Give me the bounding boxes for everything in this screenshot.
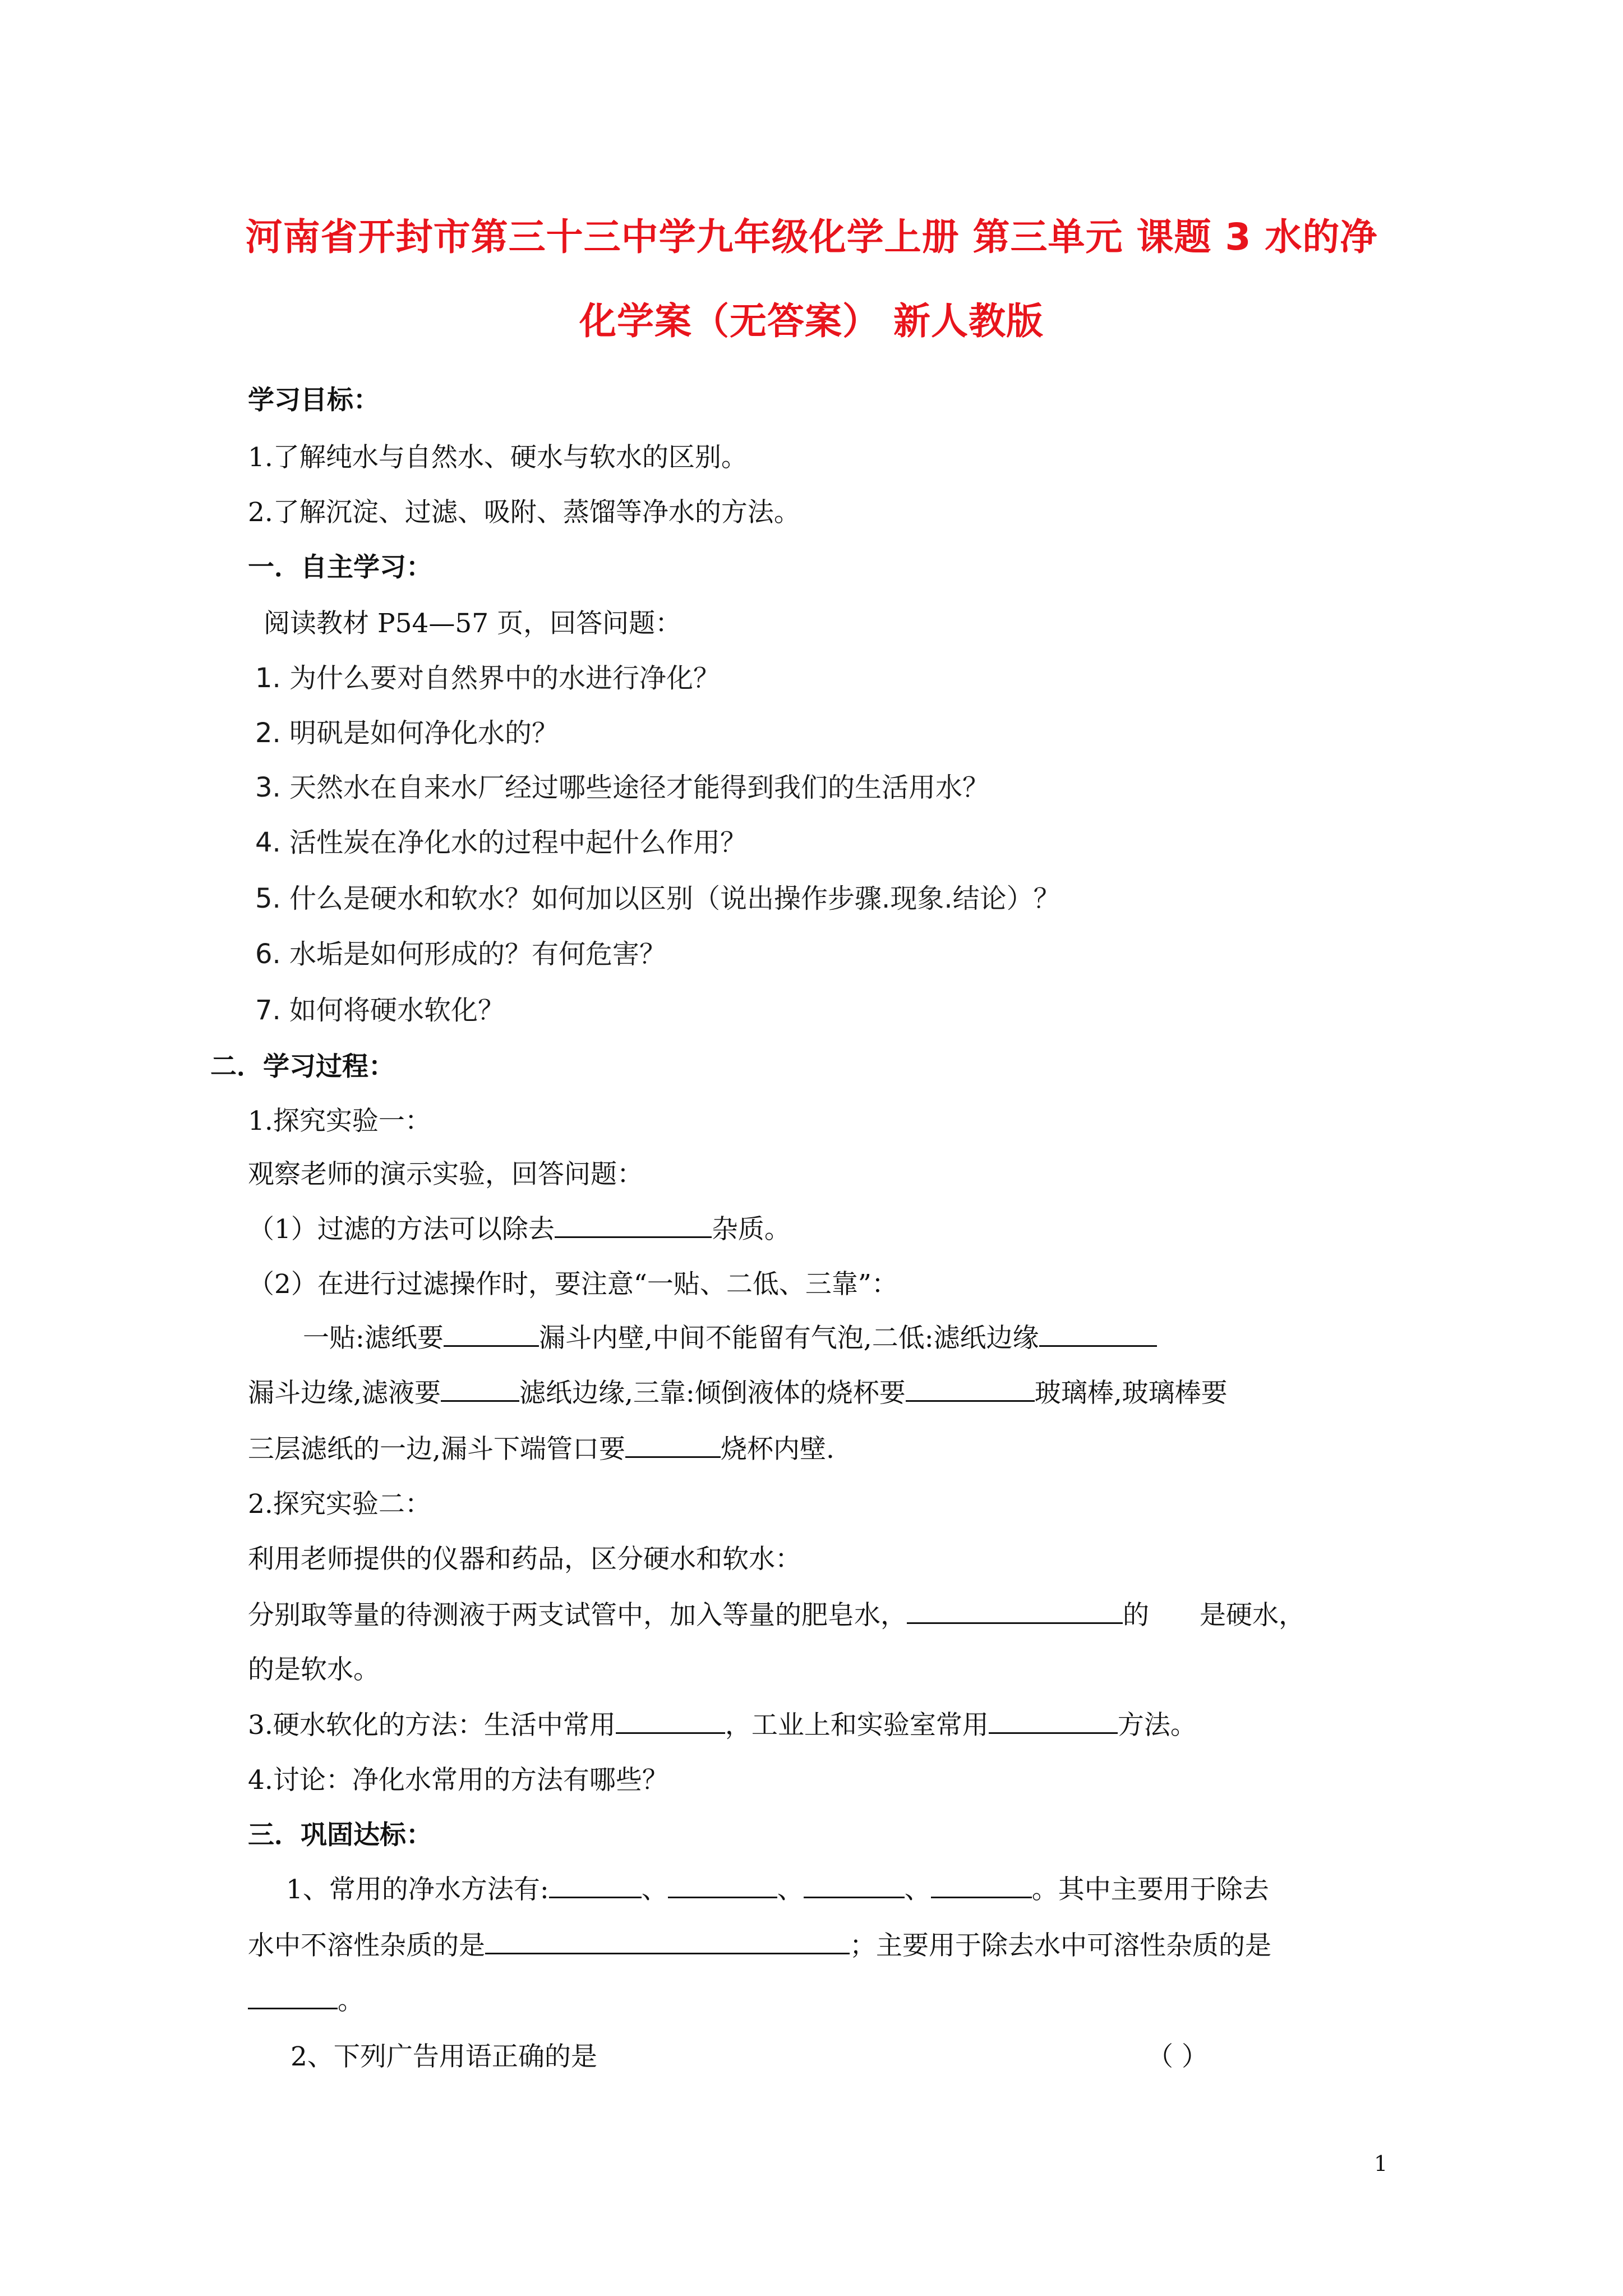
answer-blank[interactable] [248, 1987, 338, 2009]
filter-rule-line-3: 三层滤纸的一边,漏斗下端管口要 烧杯内壁. [248, 1434, 834, 1465]
self-study-intro: 阅读教材 P54—57 页，回答问题： [264, 608, 682, 639]
objectives-heading: 学习目标： [248, 385, 380, 416]
process-heading: 二．学习过程： [210, 1051, 395, 1082]
document-title-line1: 河南省开封市第三十三中学九年级化学上册 第三单元 课题 3 水的净 [245, 215, 1378, 259]
self-study-question-5: 5. 什么是硬水和软水？如何加以区别（说出操作步骤.现象.结论）？ [255, 883, 1061, 914]
self-study-question-4: 4. 活性炭在净化水的过程中起什么作用？ [255, 827, 748, 858]
experiment-2-procedure: 分别取等量的待测液于两支试管中，加入等量的肥皂水， 的 是硬水， [248, 1600, 1305, 1631]
answer-blank[interactable] [668, 1876, 777, 1898]
experiment-2-conclusion: 的是软水。 [248, 1654, 380, 1685]
experiment-1-title: 1.探究实验一： [248, 1106, 431, 1137]
answer-blank[interactable] [616, 1712, 725, 1734]
answer-blank[interactable] [625, 1436, 721, 1458]
answer-blank[interactable] [907, 1602, 1123, 1624]
filter-question-2: （2）在进行过滤操作时，要注意“一贴、二低、三靠”： [248, 1269, 898, 1300]
softening-method: 3.硬水软化的方法：生活中常用 ，工业上和实验室常用 方法。 [248, 1710, 1197, 1741]
objective-item-2: 2.了解沉淀、过滤、吸附、蒸馏等净水的方法。 [248, 497, 800, 528]
answer-blank[interactable] [804, 1876, 905, 1898]
answer-blank[interactable] [441, 1380, 519, 1402]
experiment-2-intro: 利用老师提供的仪器和药品，区分硬水和软水： [248, 1544, 801, 1575]
experiment-2-title: 2.探究实验二： [248, 1489, 431, 1520]
consolidate-question-1-line-3: 。 [248, 1987, 364, 2014]
self-study-question-2: 2. 明矾是如何净化水的？ [255, 717, 559, 749]
filter-rule-line-2: 漏斗边缘,滤液要 滤纸边缘,三靠:倾倒液体的烧杯要 玻璃棒,玻璃棒要 [248, 1378, 1228, 1409]
answer-blank[interactable] [989, 1712, 1118, 1734]
answer-blank[interactable] [931, 1876, 1032, 1898]
self-study-question-6: 6. 水垢是如何形成的？有何危害？ [255, 938, 667, 970]
answer-blank[interactable] [555, 1216, 712, 1238]
self-study-question-1: 1. 为什么要对自然界中的水进行净化？ [255, 662, 721, 694]
experiment-1-intro: 观察老师的演示实验，回答问题： [248, 1159, 643, 1190]
page-number: 1 [1374, 2151, 1388, 2176]
self-study-heading: 一．自主学习： [248, 552, 432, 583]
answer-blank[interactable] [906, 1380, 1035, 1402]
filter-rule-line-1: 一贴:滤纸要 漏斗内壁,中间不能留有气泡,二低:滤纸边缘 [303, 1325, 1157, 1351]
self-study-question-7: 7. 如何将硬水软化？ [255, 995, 505, 1026]
answer-blank[interactable] [485, 1932, 850, 1954]
consolidate-question-1-line-2: 水中不溶性杂质的是 ；主要用于除去水中可溶性杂质的是 [248, 1930, 1271, 1961]
consolidate-question-2: 2、下列广告用语正确的是 [291, 2041, 597, 2072]
answer-blank[interactable] [444, 1325, 539, 1347]
answer-blank[interactable] [1039, 1325, 1157, 1347]
answer-blank[interactable] [549, 1876, 642, 1898]
self-study-question-3: 3. 天然水在自来水厂经过哪些途径才能得到我们的生活用水？ [255, 772, 990, 803]
answer-parentheses[interactable]: （ ） [1147, 2041, 1208, 2072]
filter-question-1: （1）过滤的方法可以除去 杂质。 [248, 1214, 791, 1245]
discussion-question: 4.讨论：净化水常用的方法有哪些？ [248, 1765, 668, 1796]
consolidate-question-1-line-1: 1、常用的净水方法有: 、 、 、 。其中主要用于除去 [286, 1874, 1269, 1905]
consolidate-heading: 三．巩固达标： [248, 1820, 432, 1851]
document-title-line2: 化学案（无答案） 新人教版 [579, 300, 1044, 343]
objective-item-1: 1.了解纯水与自然水、硬水与软水的区别。 [248, 442, 748, 473]
